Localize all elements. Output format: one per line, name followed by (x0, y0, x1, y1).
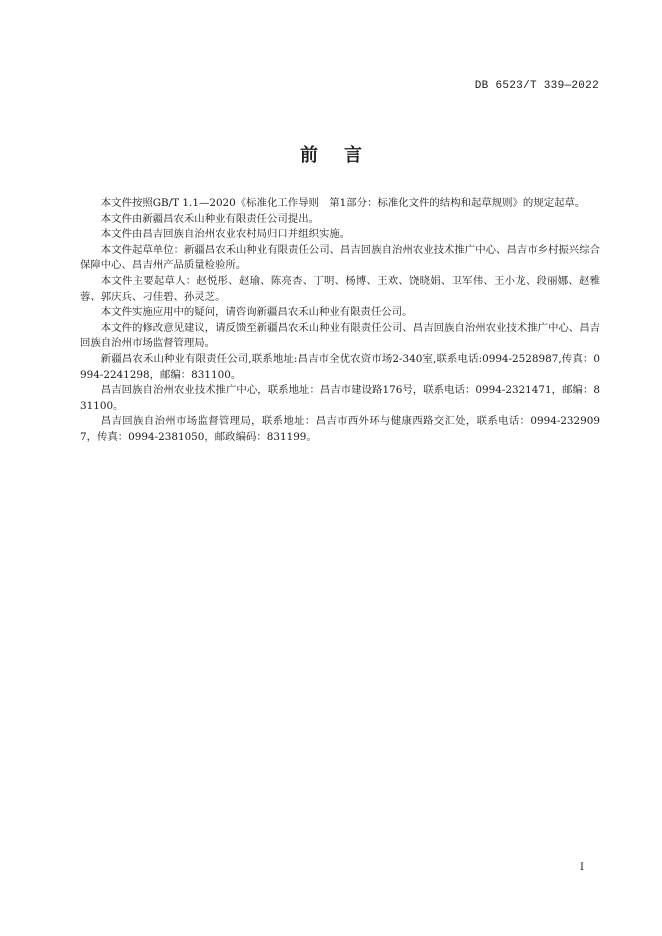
paragraph-contact-market-bureau: 昌吉回族自治州市场监督管理局，联系地址：昌吉市西外环与健康西路交汇处，联系电话：0994-2329097，传真：0994-2381050，邮政编码：831199。 (80, 415, 600, 443)
paragraph-drafting-rules: 本文件按照GB/T 1.1—2020《标准化工作导则 第1部分：标准化文件的结构和起草规则》的规定起草。 (100, 197, 586, 209)
standard-code: DB 6523/T 339—2022 (474, 80, 599, 92)
paragraph-contact-extension-center: 昌吉回族自治州农业技术推广中心，联系地址：昌吉市建设路176号，联系电话：0994-2321471，邮编：831100。 (80, 384, 600, 412)
paragraph-inquiries: 本文件实施应用中的疑问，请咨询新疆昌农禾山种业有限责任公司。 (100, 306, 413, 319)
page-title: 前言 (300, 145, 388, 166)
paragraph-contact-company: 新疆昌农禾山种业有限责任公司,联系地址:昌吉市全优农资市场2-340室,联系电话:0994-2528987,传真：0994-2241298，邮编：831100。 (80, 352, 600, 381)
paragraph-administrator: 本文件由昌吉回族自治州农业农村局归口并组织实施。 (100, 228, 351, 241)
foreword-body (80, 196, 600, 446)
paragraph-feedback: 本文件的修改意见建议，请反馈至新疆昌农禾山种业有限责任公司、昌吉回族自治州农业技术推广中心、昌吉回族自治州市场监督管理局。 (80, 321, 600, 350)
paragraph-proposer: 本文件由新疆昌农禾山种业有限责任公司提出。 (100, 212, 319, 225)
page-number: I (580, 862, 584, 873)
paragraph-drafters: 本文件主要起草人：赵悦彤、赵瑜、陈亮杏、丁明、杨博、王欢、饶晓娟、卫军伟、王小龙、段丽娜、赵雅蓉、郭庆兵、刁佳碧、孙灵芝。 (80, 274, 600, 303)
paragraph-drafting-units: 本文件起草单位：新疆昌农禾山种业有限责任公司、昌吉回族自治州农业技术推广中心、昌吉市乡村振兴综合保障中心、昌吉州产品质量检验所。 (80, 243, 600, 272)
